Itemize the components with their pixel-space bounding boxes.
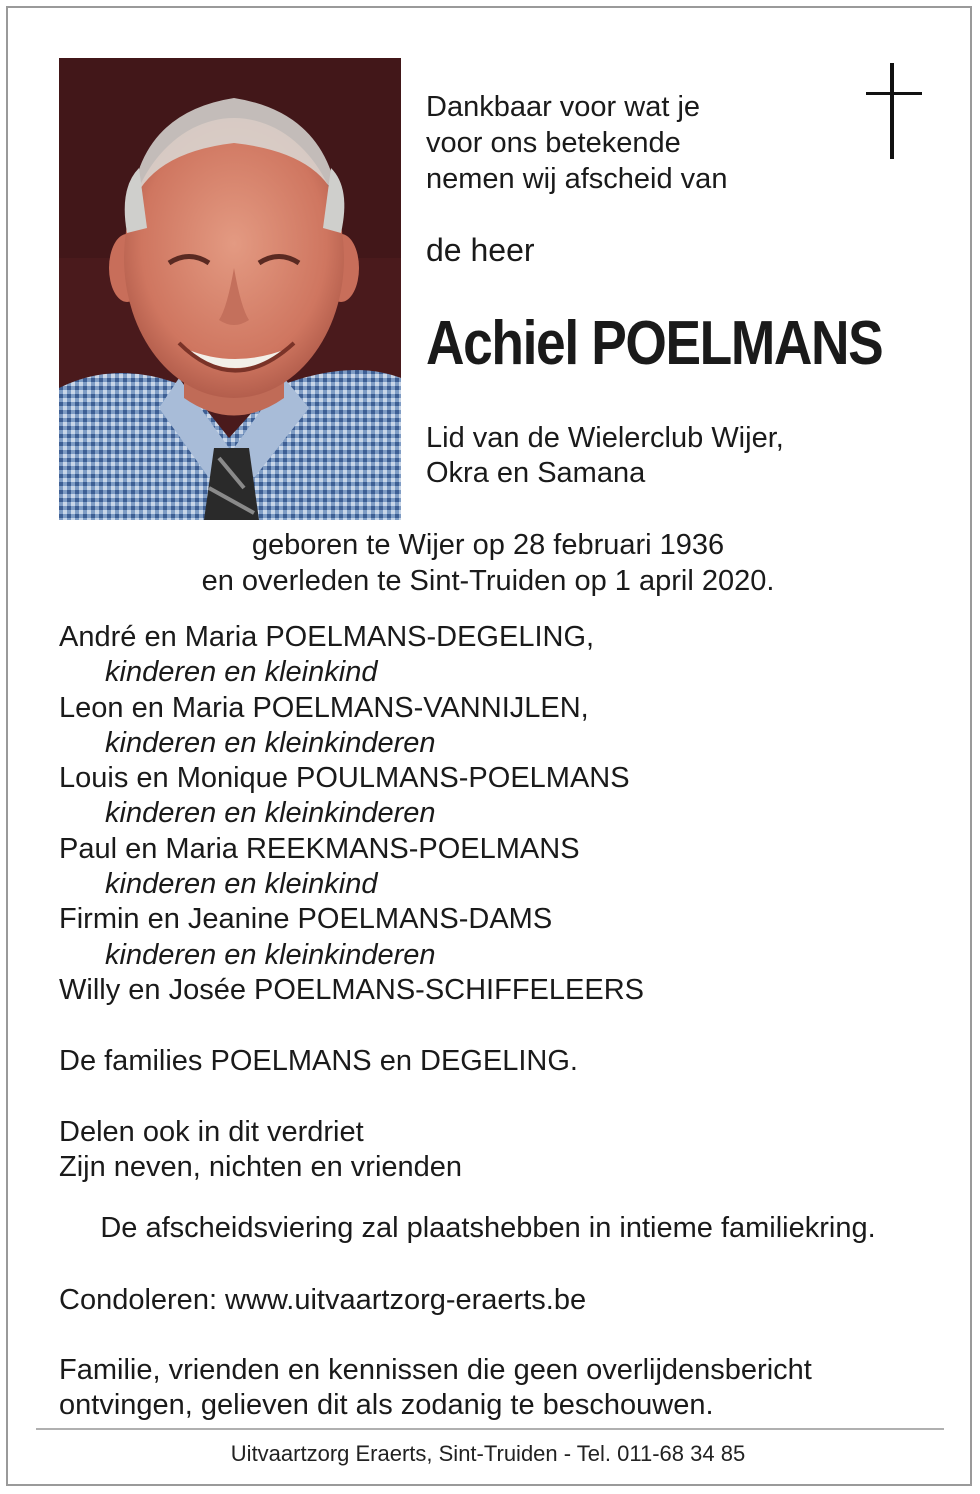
footer-divider	[36, 1428, 944, 1430]
sharing-text	[59, 1115, 462, 1185]
intro-line-1: Dankbaar voor wat je	[426, 91, 701, 123]
family-names: Louis en Monique POULMANS-POELMANS	[59, 762, 630, 795]
notice-text	[59, 1353, 812, 1423]
footer-text: Uitvaartzorg Eraerts, Sint-Truiden - Tel. 011-68 34 85	[230, 1441, 746, 1466]
membership-line-2: Okra en Samana	[426, 457, 646, 489]
family-names: Firmin en Jeanine POELMANS-DAMS	[59, 903, 553, 936]
family-relation: kinderen en kleinkind	[105, 656, 378, 689]
condolences-text: Condoleren: www.uitvaartzorg-eraerts.be	[59, 1284, 587, 1316]
deceased-name: Achiel POELMANS	[426, 309, 883, 378]
family-names: Willy en Josée POELMANS-SCHIFFELEERS	[59, 973, 644, 1006]
honorific: de heer	[426, 232, 535, 268]
family-names: André en Maria POELMANS-DEGELING,	[59, 621, 595, 653]
life-dates	[0, 527, 976, 599]
family-names: Paul en Maria REEKMANS-POELMANS	[59, 832, 580, 865]
notice-line-2: ontvingen, gelieven dit als zodanig te beschouwen.	[59, 1389, 714, 1421]
membership-line-1: Lid van de Wielerclub Wijer,	[426, 422, 784, 454]
family-relation: kinderen en kleinkinderen	[105, 938, 436, 971]
sharing-line-1: Delen ook in dit verdriet	[59, 1116, 364, 1148]
birth-line: geboren te Wijer op 28 februari 1936	[251, 529, 725, 561]
portrait-photo	[59, 58, 401, 520]
intro-line-2: voor ons betekende	[426, 127, 681, 159]
cross-icon	[866, 63, 922, 159]
intro-text	[426, 89, 727, 197]
membership	[426, 421, 784, 491]
sharing-line-2: Zijn neven, nichten en vrienden	[59, 1151, 463, 1183]
ceremony-text: De afscheidsviering zal plaatshebben in intieme familiekring.	[100, 1212, 876, 1244]
death-line: en overleden te Sint-Truiden op 1 april 2020.	[201, 565, 775, 597]
family-relation: kinderen en kleinkinderen	[105, 797, 436, 830]
family-names: Leon en Maria POELMANS-VANNIJLEN,	[59, 691, 589, 724]
family-relation: kinderen en kleinkinderen	[105, 726, 436, 759]
family-list	[59, 620, 644, 1008]
notice-line-1: Familie, vrienden en kennissen die geen overlijdensbericht	[59, 1354, 812, 1386]
intro-line-3: nemen wij afscheid van	[426, 163, 728, 195]
families-line: De families POELMANS en DEGELING.	[59, 1045, 578, 1077]
family-relation: kinderen en kleinkind	[105, 868, 378, 901]
